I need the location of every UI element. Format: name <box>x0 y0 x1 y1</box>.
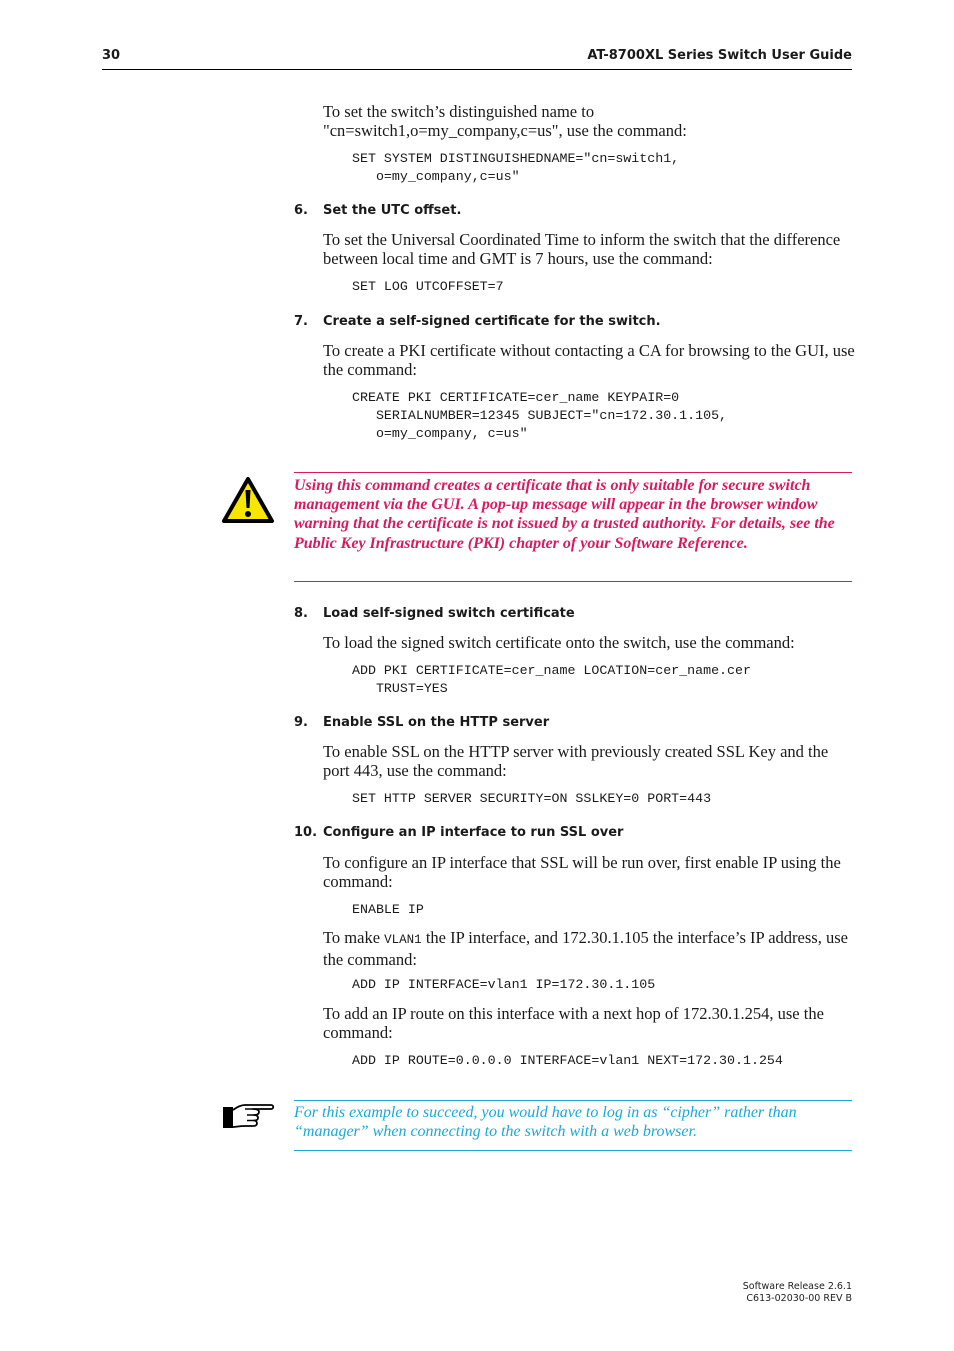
text-fragment: the IP interface, and 172.30.1.105 the interface’s IP address, use the command: <box>323 928 848 969</box>
intro-code-block <box>352 150 679 186</box>
text-fragment: To make <box>323 928 385 947</box>
warning-text: Using this command creates a certificate that is only suitable for secure switch management via the GUI. A pop-up message will appear in the browser window warning that the certificate is not issued by a trusted authority. For details, see the Public Key Infrastructure (PKI) chapter of your Software Reference. <box>294 477 835 552</box>
step-10-text-3: To add an IP route on this interface with a next hop of 172.30.1.254, use the command: <box>323 1004 824 1042</box>
step-7-text: To create a PKI certificate without contacting a CA for browsing to the GUI, use the command: <box>323 341 855 379</box>
warning-top-rule <box>294 472 852 473</box>
step-label: Set the UTC offset. <box>323 203 462 218</box>
note-bottom-rule <box>294 1150 852 1151</box>
intro-code-line1: SET SYSTEM DISTINGUISHEDNAME="cn=switch1, <box>352 151 680 166</box>
footer-doc-number: C613-02030-00 REV B <box>746 1293 852 1304</box>
step-10-code-3: ADD IP ROUTE=0.0.0.0 INTERFACE=vlan1 NEXT=172.30.1.254 <box>352 1053 783 1068</box>
inline-code-vlan1: VLAN1 <box>384 933 422 947</box>
footer-release: Software Release 2.6.1 <box>742 1281 852 1292</box>
step-8-code-line1: ADD PKI CERTIFICATE=cer_name LOCATION=cer_name.cer <box>352 663 751 678</box>
step-label: Enable SSL on the HTTP server <box>323 715 550 730</box>
document-title: AT-8700XL Series Switch User Guide <box>587 48 852 63</box>
intro-text-line2: "cn=switch1,o=my_company,c=us", use the command: <box>323 121 687 140</box>
page-header <box>102 47 852 70</box>
step-10-code-2: ADD IP INTERFACE=vlan1 IP=172.30.1.105 <box>352 977 656 992</box>
step-label: Configure an IP interface to run SSL over <box>323 825 624 840</box>
step-10-code-1: ENABLE IP <box>352 902 424 917</box>
step-7-code-line1: CREATE PKI CERTIFICATE=cer_name KEYPAIR=0 <box>352 390 680 405</box>
step-8-code-block <box>352 662 751 698</box>
step-7-code-block <box>352 389 727 443</box>
step-label: Create a self-signed certificate for the switch. <box>323 314 661 329</box>
intro-code-line2: o=my_company,c=us" <box>352 169 520 184</box>
step-10-text-2 <box>323 928 855 969</box>
step-7-code-line2: SERIALNUMBER=12345 SUBJECT="cn=172.30.1.105, <box>352 408 728 423</box>
intro-paragraph <box>323 102 855 140</box>
page-number: 30 <box>102 48 121 63</box>
step-6-text: To set the Universal Coordinated Time to inform the switch that the difference between local time and GMT is 7 hours, use the command: <box>323 230 841 268</box>
step-7-code-line3: o=my_company, c=us" <box>352 426 528 441</box>
pointing-hand-icon <box>221 1101 277 1131</box>
step-6-code: SET LOG UTCOFFSET=7 <box>352 279 504 294</box>
step-9-text: To enable SSL on the HTTP server with previously created SSL Key and the port 443, use the command: <box>323 742 829 780</box>
step-number: 7. <box>294 314 308 329</box>
warning-bottom-rule <box>294 581 852 582</box>
step-number: 8. <box>294 606 308 621</box>
step-8-code-line2: TRUST=YES <box>352 681 448 696</box>
step-9-code: SET HTTP SERVER SECURITY=ON SSLKEY=0 PORT=443 <box>352 791 712 806</box>
note-top-rule <box>294 1100 852 1101</box>
note-text: For this example to succeed, you would have to log in as “cipher” rather than “manager” when connecting to the switch with a web browser. <box>294 1104 797 1141</box>
step-10-text: To configure an IP interface that SSL will be run over, first enable IP using the command: <box>323 853 841 891</box>
intro-text-line1: To set the switch’s distinguished name to <box>323 102 595 121</box>
warning-triangle-icon <box>221 476 275 524</box>
step-8-text: To load the signed switch certificate onto the switch, use the command: <box>323 633 795 652</box>
step-number: 6. <box>294 203 308 218</box>
step-label: Load self-signed switch certificate <box>323 606 575 621</box>
step-number: 9. <box>294 715 308 730</box>
page-footer <box>743 1281 852 1305</box>
step-number: 10. <box>294 825 318 840</box>
